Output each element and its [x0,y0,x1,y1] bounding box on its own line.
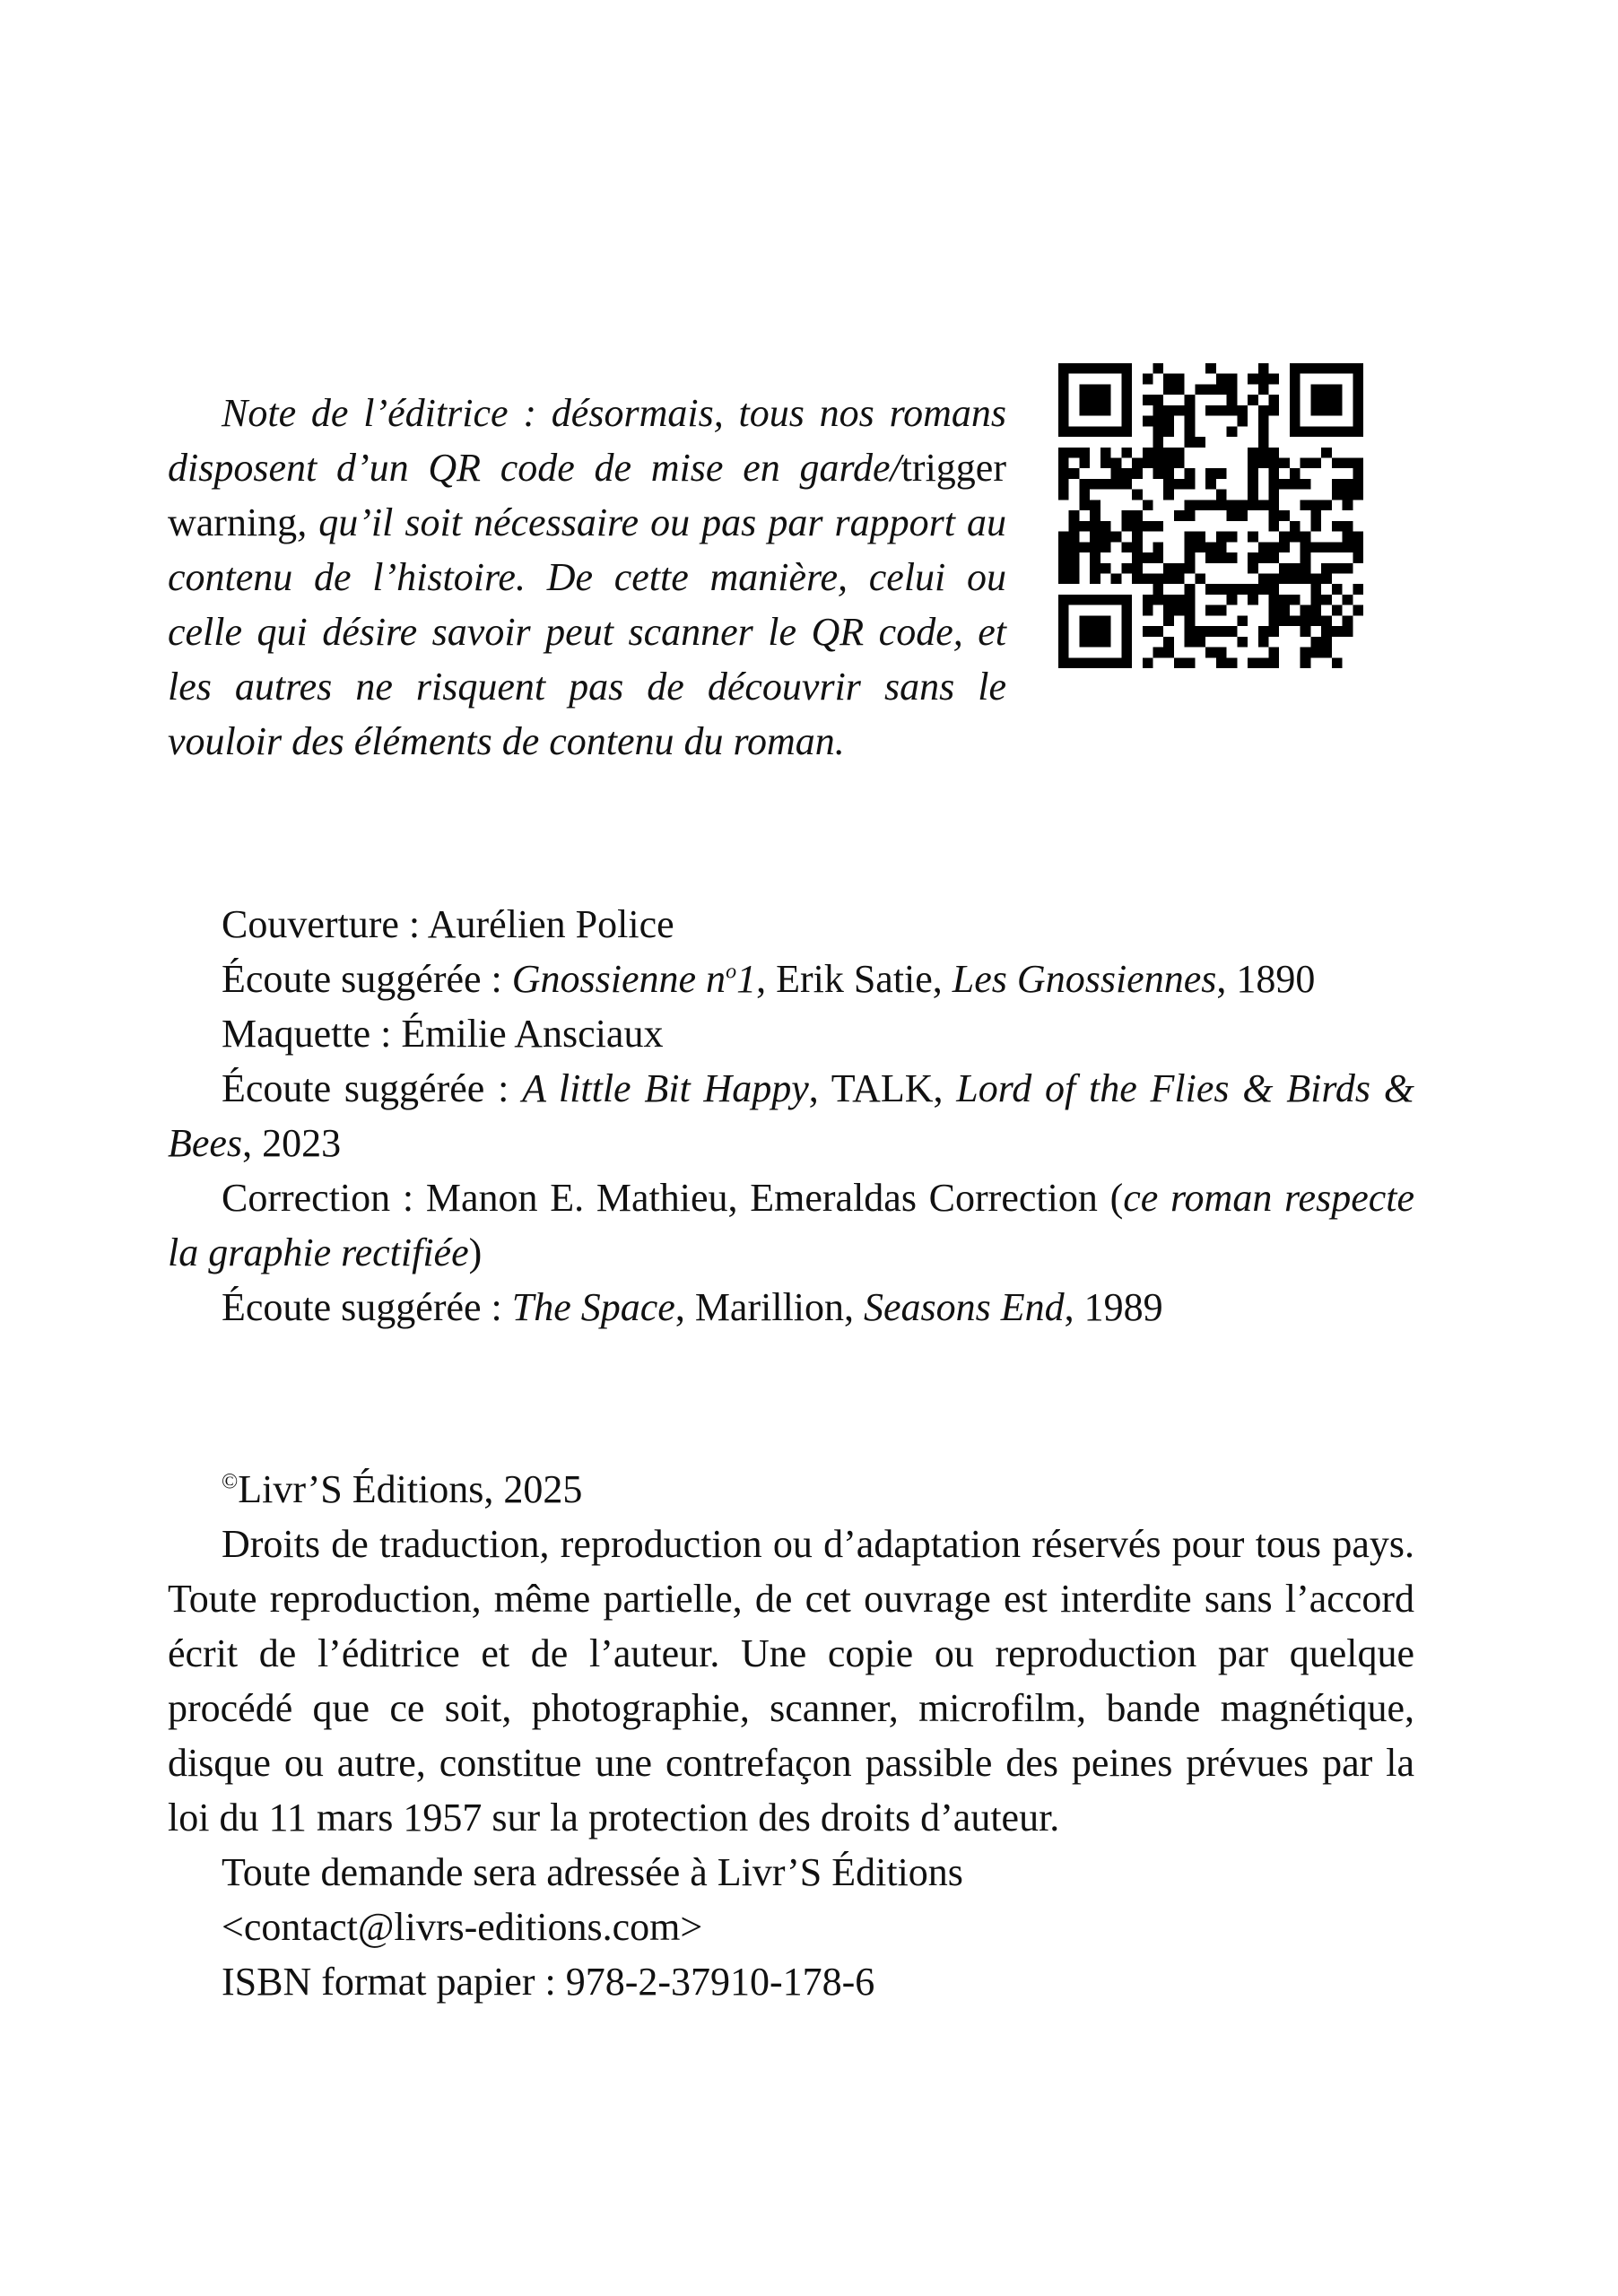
suggested-listening-2: Écoute suggérée : A little Bit Happy, TALK, Lord of the Flies & Birds & Bees, 2023 [168,1066,1414,1165]
note-trigger-warning: trigger warning [168,446,1006,544]
note-lead: Note de l’éditrice : désormais, tous nos romans disposent d’un QR code de mise en garde/ [168,391,1006,490]
copyright-icon: © [222,1470,239,1494]
rights-block [168,1462,1414,2009]
qr-code[interactable] [1058,363,1363,668]
cover-credit: Couverture : Aurélien Police [222,902,674,946]
suggested-listening-3: Écoute suggérée : The Space, Marillion, Seasons End, 1989 [222,1285,1163,1329]
rights-body: Droits de traduction, reproduction ou d’adaptation réservés pour tous pays. Toute reproduction, même partielle, de cet ouvrage est interdite sans l’accord écrit de l’éditrice et de l’auteur. Une copie ou reproduction par quelque procédé que ce soit, photographie, scanner, microfilm, bande magnétique, disque ou autre, constitue une contrefaçon passible des peines prévues par la loi du 11 mars 1957 sur la protection des droits d’auteur. [168,1522,1414,1839]
credits-block [168,897,1414,1335]
editor-note [168,386,1006,769]
contact-email[interactable]: <contact@livrs-editions.com> [222,1905,703,1949]
note-body: , qu’il soit nécessaire ou pas par rapport au contenu de l’histoire. De cette manière, celui ou celle qui désire savoir peut scanner le QR code, et les autres ne risquent pas de découvrir sans le vouloir des éléments de contenu du roman. [168,500,1006,763]
suggested-listening-1: Écoute suggérée : Gnossienne $n^o1$, Erik Satie, Les Gnossiennes, 1890 [222,957,1316,1001]
isbn: ISBN format papier : 978-2-37910-178-6 [222,1960,875,2004]
proofreading-credit: Correction : Manon E. Mathieu, Emeraldas Correction (ce roman respecte la graphie rectifiée) [168,1176,1415,1274]
request-line: Toute demande sera adressée à Livr’S Éditions [222,1850,963,1894]
layout-credit: Maquette : Émilie Ansciaux [222,1012,664,1056]
copyright-line: ©Livr’S Éditions, 2025 [222,1467,583,1511]
